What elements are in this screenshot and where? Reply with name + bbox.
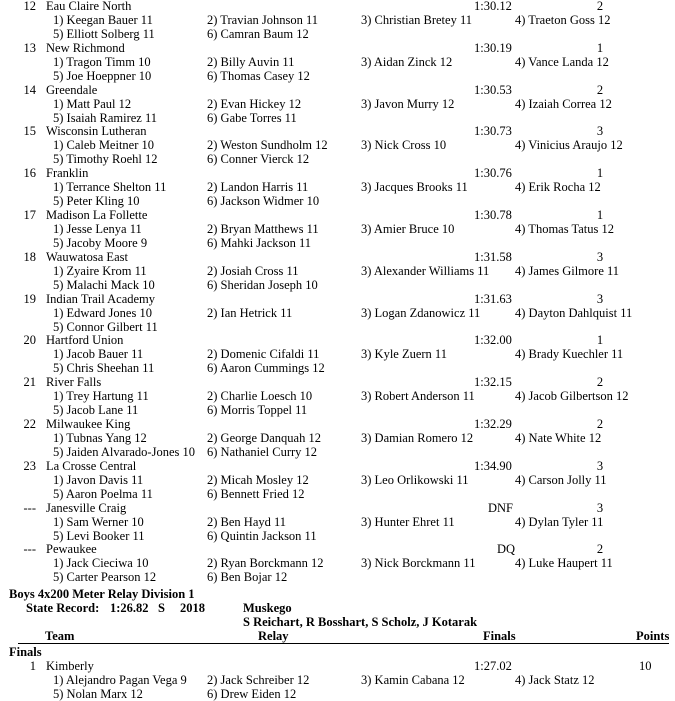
team-name: Milwaukee King (46, 417, 131, 431)
result-entry (0, 292, 675, 334)
column-header-finals: Finals (483, 629, 516, 643)
final-place: 1 (29, 659, 36, 673)
final-time: 1:30.53 (474, 82, 512, 97)
runner: 1) Terrance Shelton 11 (53, 180, 167, 195)
event-title: Boys 4x200 Meter Relay Division 1 (9, 587, 195, 601)
runner: 5) Peter Kling 10 (53, 194, 140, 209)
runner: 3) Damian Romero 12 (361, 431, 474, 445)
final-time: DNF (488, 500, 514, 515)
runner: 4) Nate White 12 (515, 431, 602, 445)
runner: 4) Vinicius Araujo 12 (515, 138, 623, 153)
runner: 3) Aidan Zinck 12 (361, 54, 453, 69)
runner: 6) Ben Bojar 12 (207, 570, 288, 585)
result-entry (0, 208, 675, 250)
heat-number: 2 (596, 375, 604, 390)
column-header-points: Points (636, 629, 670, 643)
heat-number: 1 (596, 166, 604, 181)
runner: 1) Alejandro Pagan Vega 9 (53, 673, 187, 687)
final-time: DQ (497, 542, 516, 557)
heat-number: 1 (596, 208, 604, 222)
team-name: Wauwatosa East (46, 249, 128, 264)
result-entry (0, 250, 675, 292)
result-entry (0, 41, 675, 83)
runner: 5) Joe Hoeppner 10 (53, 68, 152, 83)
runner: 1) Trey Hartung 11 (53, 389, 149, 404)
runner: 4) James Gilmore 11 (515, 263, 620, 278)
final-time: 1:32.00 (474, 333, 512, 348)
runner: 4) Brady Kuechler 11 (515, 347, 624, 362)
team-name: Indian Trail Academy (46, 291, 156, 306)
runner: 6) Gabe Torres 11 (207, 110, 297, 125)
runner: 1) Edward Jones 10 (53, 305, 152, 320)
runner: 1) Tubnas Yang 12 (53, 431, 147, 445)
team-name: Eau Claire North (46, 0, 132, 13)
runner: 6) Conner Vierck 12 (207, 152, 310, 167)
runner: 4) Jacob Gilbertson 12 (515, 389, 629, 404)
place: 16 (23, 166, 36, 181)
runner: 6) Jackson Widmer 10 (207, 194, 320, 209)
runner: 6) Bennett Fried 12 (207, 486, 305, 501)
runner: 5) Malachi Mack 10 (53, 277, 155, 292)
runner: 4) Jack Statz 12 (515, 673, 595, 687)
heat-number: 1 (596, 333, 604, 348)
runner: 2) Jack Schreiber 12 (207, 673, 310, 687)
runner: 1) Sam Werner 10 (53, 514, 144, 529)
runner: 1) Tragon Timm 10 (53, 54, 151, 69)
runner: 1) Caleb Meitner 10 (53, 138, 155, 153)
runner: 5) Aaron Poelma 11 (53, 486, 153, 501)
runner: 4) Carson Jolly 11 (515, 472, 607, 487)
runner: 4) Izaiah Correa 12 (515, 96, 612, 111)
place: 20 (23, 333, 36, 348)
runner: 1) Jesse Lenya 11 (53, 222, 142, 236)
heat-number: 3 (596, 458, 604, 473)
runner: 2) Micah Mosley 12 (207, 472, 309, 487)
final-time: 1:30.73 (474, 124, 512, 139)
heat-number: 2 (596, 82, 604, 97)
runner: 3) Logan Zdanowicz 11 (361, 305, 481, 320)
runner: 2) Domenic Cifaldi 11 (207, 347, 320, 362)
place: 17 (23, 208, 36, 222)
runner: 1) Jacob Bauer 11 (53, 347, 144, 362)
state-record-runners: S Reichart, R Bosshart, S Scholz, J Kotarak (243, 615, 478, 629)
runner: 5) Isaiah Ramirez 11 (53, 110, 158, 125)
team-name: New Richmond (46, 40, 125, 55)
heat-number: 3 (596, 249, 604, 264)
runner: 3) Leo Orlikowski 11 (361, 472, 469, 487)
place: --- (23, 542, 36, 557)
runner: 2) Bryan Matthews 11 (207, 222, 319, 236)
result-entry (0, 0, 675, 41)
result-entry (0, 83, 675, 125)
runner: 3) Hunter Ehret 11 (361, 514, 455, 529)
runner: 2) Evan Hickey 12 (207, 96, 302, 111)
runner: 4) Vance Landa 12 (515, 54, 609, 69)
final-time: 1:32.15 (474, 375, 512, 390)
column-header-relay: Relay (258, 629, 289, 643)
runner: 6) Drew Eiden 12 (207, 687, 297, 701)
place: 14 (23, 82, 36, 97)
place: 15 (23, 124, 36, 139)
column-header-team: Team (45, 629, 75, 643)
runner: 5) Jaiden Alvarado-Jones 10 (53, 445, 195, 459)
state-record-mark: S (158, 601, 165, 615)
team-name: River Falls (46, 375, 102, 390)
state-record-time: 1:26.82 (110, 601, 149, 615)
runner: 3) Kamin Cabana 12 (361, 673, 465, 687)
final-team-name: Kimberly (46, 659, 94, 673)
runner: 1) Jack Cieciwa 10 (53, 556, 149, 571)
runner: 1) Javon Davis 11 (53, 472, 144, 487)
result-entry (0, 375, 675, 417)
team-name: Pewaukee (46, 542, 97, 557)
header-divider (18, 643, 669, 644)
runner: 4) Traeton Goss 12 (515, 13, 611, 27)
runner: 1) Zyaire Krom 11 (53, 263, 147, 278)
runner: 3) Amier Bruce 10 (361, 222, 455, 236)
result-entry (0, 459, 675, 501)
result-entry (0, 124, 675, 166)
heat-number: 1 (596, 40, 604, 55)
final-time: 1:34.90 (474, 458, 512, 473)
place: 18 (23, 249, 36, 264)
runner: 6) Camran Baum 12 (207, 27, 309, 41)
heat-number: 3 (596, 124, 604, 139)
final-time: 1:31.58 (474, 249, 512, 264)
team-name: Janesville Craig (46, 500, 127, 515)
runner: 2) Landon Harris 11 (207, 180, 309, 195)
runner: 2) Josiah Cross 11 (207, 263, 299, 278)
state-record-school: Muskego (243, 601, 292, 615)
place: 21 (23, 375, 36, 390)
team-name: Franklin (46, 166, 89, 181)
runner: 4) Thomas Tatus 12 (515, 222, 615, 236)
heat-number: 2 (596, 417, 604, 431)
runner: 2) Ryan Borckmann 12 (207, 556, 324, 571)
final-time: 1:32.29 (474, 417, 512, 431)
place: 23 (23, 458, 36, 473)
final-time: 1:30.78 (474, 208, 512, 222)
runner: 6) Mahki Jackson 11 (207, 236, 312, 250)
heat-number: 3 (596, 500, 604, 515)
runner: 4) Dylan Tyler 11 (515, 514, 604, 529)
heat-number: 2 (596, 542, 604, 557)
final-time: 1:30.12 (474, 0, 512, 13)
runner: 6) Morris Toppel 11 (207, 403, 308, 418)
runner: 5) Connor Gilbert 11 (53, 319, 158, 334)
runner: 3) Kyle Zuern 11 (361, 347, 447, 362)
result-entry (0, 333, 675, 375)
place: 12 (23, 0, 36, 13)
team-name: Wisconsin Lutheran (46, 124, 147, 139)
runner: 3) Robert Anderson 11 (361, 389, 475, 404)
runner: 5) Jacob Lane 11 (53, 403, 139, 418)
place: 22 (23, 417, 36, 431)
result-entry (0, 542, 675, 584)
final-points: 10 (639, 659, 652, 673)
runner: 2) Billy Auvin 11 (207, 54, 295, 69)
runner: 6) Nathaniel Curry 12 (207, 445, 318, 459)
runner: 2) George Danquah 12 (207, 431, 321, 445)
runner: 3) Nick Borckmann 11 (361, 556, 476, 571)
runner: 5) Levi Booker 11 (53, 528, 145, 543)
heat-number: 3 (596, 291, 604, 306)
runner: 3) Javon Murry 12 (361, 96, 455, 111)
runner: 6) Thomas Casey 12 (207, 68, 310, 83)
team-name: Hartford Union (46, 333, 124, 348)
runner: 3) Alexander Williams 11 (361, 263, 490, 278)
runner: 1) Keegan Bauer 11 (53, 13, 153, 27)
runner: 2) Travian Johnson 11 (207, 13, 319, 27)
runner: 3) Jacques Brooks 11 (361, 180, 468, 195)
runner: 5) Chris Sheehan 11 (53, 361, 155, 376)
heat-number: 2 (596, 0, 604, 13)
runner: 3) Christian Bretey 11 (361, 13, 472, 27)
runner: 2) Weston Sundholm 12 (207, 138, 328, 153)
runner: 5) Carter Pearson 12 (53, 570, 157, 585)
runner: 5) Timothy Roehl 12 (53, 152, 158, 167)
place: 19 (23, 291, 36, 306)
runner: 2) Ian Hetrick 11 (207, 305, 293, 320)
final-time: 1:27.02 (474, 659, 512, 673)
section-label: Finals (9, 645, 42, 659)
team-name: Madison La Follette (46, 208, 148, 222)
runner: 5) Nolan Marx 12 (53, 687, 143, 701)
runner: 2) Charlie Loesch 10 (207, 389, 313, 404)
final-time: 1:31.63 (474, 291, 512, 306)
place: --- (23, 500, 36, 515)
final-result-entry (0, 659, 675, 701)
team-name: Greendale (46, 82, 98, 97)
runner: 6) Sheridan Joseph 10 (207, 277, 318, 292)
runner: 6) Aaron Cummings 12 (207, 361, 325, 376)
team-name: La Crosse Central (46, 458, 137, 473)
runner: 5) Elliott Solberg 11 (53, 27, 155, 41)
final-time: 1:30.19 (474, 40, 512, 55)
runner: 4) Erik Rocha 12 (515, 180, 601, 195)
runner: 5) Jacoby Moore 9 (53, 236, 148, 250)
result-entry (0, 501, 675, 543)
runner: 3) Nick Cross 10 (361, 138, 447, 153)
runner: 6) Quintin Jackson 11 (207, 528, 317, 543)
result-entry (0, 417, 675, 459)
runner: 1) Matt Paul 12 (53, 96, 132, 111)
state-record-year: 2018 (180, 601, 205, 615)
runner: 2) Ben Hayd 11 (207, 514, 287, 529)
state-record-label: State Record: (26, 601, 100, 615)
runner: 4) Luke Haupert 11 (515, 556, 613, 571)
place: 13 (23, 40, 36, 55)
final-time: 1:30.76 (474, 166, 512, 181)
result-entry (0, 166, 675, 208)
runner: 4) Dayton Dahlquist 11 (515, 305, 633, 320)
